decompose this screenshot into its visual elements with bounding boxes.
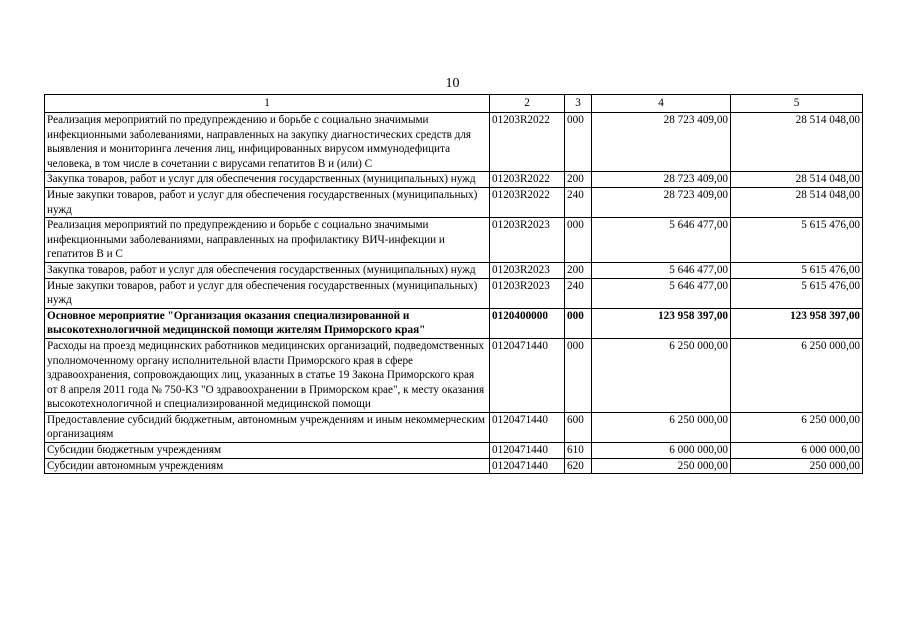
row-code-cell: 0120400000 [490,308,565,338]
row-name-cell: Закупка товаров, работ и услуг для обеспечения государственных (муниципальных) нужд [45,262,490,278]
row-name-cell: Реализация мероприятий по предупреждению и борьбе с социально значимыми инфекционными заболеваниями, направленных на закупку диагностических средств для выявления и мониторинга лечения лиц, инфицированных вирусом иммунодефицита человека, в том числе в сочетании с вирусами гепатитов В и (или) С [45,113,490,172]
row-name-cell: Предоставление субсидий бюджетным, автономным учреждениям и иным некоммерческим организациям [45,412,490,442]
row-amount-col4-cell: 28 723 409,00 [592,187,731,217]
row-expense-type-cell: 240 [565,278,592,308]
row-code-cell: 01203R2023 [490,218,565,263]
row-amount-col4-cell: 6 250 000,00 [592,412,731,442]
row-name-cell: Закупка товаров, работ и услуг для обеспечения государственных (муниципальных) нужд [45,172,490,188]
row-expense-type-cell: 240 [565,187,592,217]
table-row [45,308,863,338]
row-amount-col4-cell: 5 646 477,00 [592,262,731,278]
table-row [45,187,863,217]
table-row [45,172,863,188]
header-row [45,95,863,113]
row-amount-col4-cell: 28 723 409,00 [592,113,731,172]
table-row [45,458,863,474]
table-row [45,443,863,459]
row-amount-col5-cell: 250 000,00 [731,458,863,474]
row-expense-type-cell: 000 [565,308,592,338]
column-header: 4 [592,95,731,113]
row-amount-col4-cell: 123 958 397,00 [592,308,731,338]
row-amount-col5-cell: 6 000 000,00 [731,443,863,459]
table-row [45,113,863,172]
row-amount-col5-cell: 5 615 476,00 [731,218,863,263]
table-row [45,412,863,442]
page-number: 10 [445,76,460,91]
table-row [45,278,863,308]
row-expense-type-cell: 600 [565,412,592,442]
column-header: 5 [731,95,863,113]
row-amount-col4-cell: 5 646 477,00 [592,278,731,308]
row-amount-col5-cell: 5 615 476,00 [731,278,863,308]
row-amount-col5-cell: 6 250 000,00 [731,338,863,412]
row-amount-col4-cell: 6 000 000,00 [592,443,731,459]
row-name-cell: Иные закупки товаров, работ и услуг для обеспечения государственных (муниципальных) нужд [45,278,490,308]
row-code-cell: 01203R2023 [490,262,565,278]
row-expense-type-cell: 000 [565,338,592,412]
row-amount-col5-cell: 28 514 048,00 [731,172,863,188]
row-amount-col4-cell: 5 646 477,00 [592,218,731,263]
row-amount-col5-cell: 123 958 397,00 [731,308,863,338]
row-name-cell: Иные закупки товаров, работ и услуг для обеспечения государственных (муниципальных) нужд [45,187,490,217]
row-amount-col5-cell: 6 250 000,00 [731,412,863,442]
column-header: 2 [490,95,565,113]
budget-table [44,94,863,474]
row-name-cell: Реализация мероприятий по предупреждению и борьбе с социально значимыми инфекционными заболеваниями, направленных на профилактику ВИЧ-инфекции и гепатитов В и С [45,218,490,263]
row-amount-col5-cell: 28 514 048,00 [731,113,863,172]
row-code-cell: 0120471440 [490,443,565,459]
row-expense-type-cell: 000 [565,218,592,263]
row-code-cell: 01203R2022 [490,187,565,217]
table-row [45,262,863,278]
row-expense-type-cell: 620 [565,458,592,474]
table-row [45,338,863,412]
row-amount-col5-cell: 28 514 048,00 [731,187,863,217]
column-header: 3 [565,95,592,113]
table-body [45,113,863,474]
table-row [45,218,863,263]
row-code-cell: 0120471440 [490,458,565,474]
row-name-cell: Субсидии автономным учреждениям [45,458,490,474]
row-amount-col4-cell: 250 000,00 [592,458,731,474]
row-expense-type-cell: 200 [565,262,592,278]
row-expense-type-cell: 000 [565,113,592,172]
row-code-cell: 0120471440 [490,338,565,412]
row-name-cell: Основное мероприятие "Организация оказания специализированной и высокотехнологичной медицинской помощи жителям Приморского края" [45,308,490,338]
row-name-cell: Субсидии бюджетным учреждениям [45,443,490,459]
row-name-cell: Расходы на проезд медицинских работников медицинских организаций, подведомственных уполномоченному органу исполнительной власти Приморского края в сфере здравоохранения, сопровождающих лиц, указанных в статье 19 Закона Приморского края от 8 апреля 2011 года № 750-КЗ "О здравоохранении в Приморском крае", к месту оказания высокотехнологичной и специализированной медицинской помощи [45,338,490,412]
row-amount-col4-cell: 28 723 409,00 [592,172,731,188]
row-amount-col5-cell: 5 615 476,00 [731,262,863,278]
row-expense-type-cell: 200 [565,172,592,188]
row-code-cell: 01203R2022 [490,172,565,188]
row-code-cell: 01203R2023 [490,278,565,308]
row-amount-col4-cell: 6 250 000,00 [592,338,731,412]
row-expense-type-cell: 610 [565,443,592,459]
row-code-cell: 01203R2022 [490,113,565,172]
row-code-cell: 0120471440 [490,412,565,442]
column-header: 1 [45,95,490,113]
